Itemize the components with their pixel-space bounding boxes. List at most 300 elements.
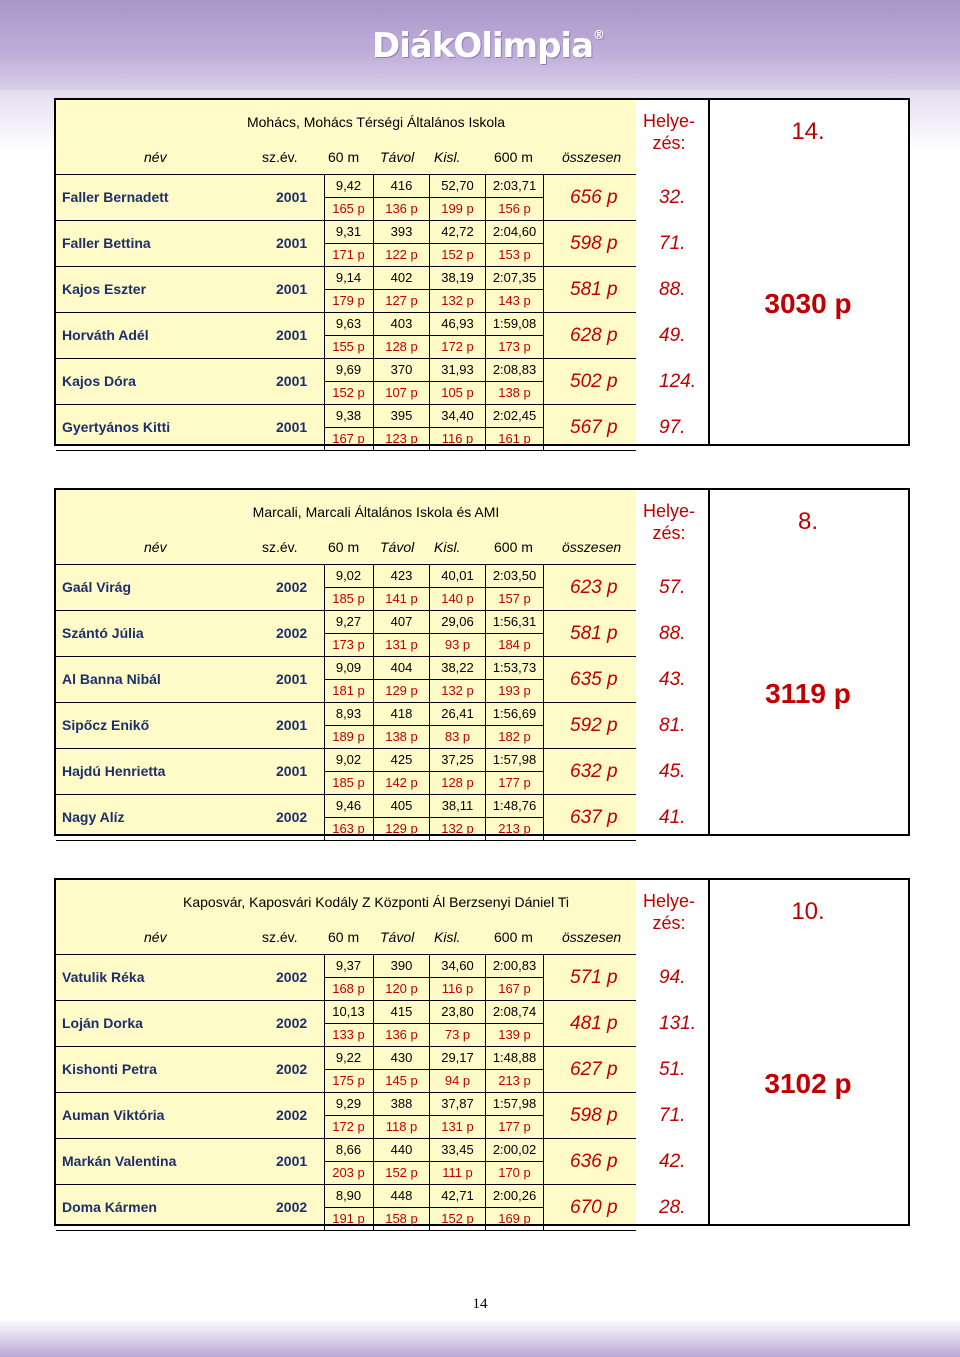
result-value: 23,80	[430, 1001, 486, 1023]
birth-year: 2002	[276, 1199, 308, 1215]
result-points: 131 p	[430, 1116, 486, 1138]
result-value: 393	[374, 221, 430, 243]
athlete-name: Sipőcz Enikő	[62, 717, 150, 733]
result-points: 158 p	[374, 1208, 430, 1230]
grid-divider	[324, 381, 544, 382]
grid-divider	[324, 817, 544, 818]
grid-left-border	[324, 1047, 325, 1093]
grid-left-border	[324, 1185, 325, 1231]
team-total: 3030 p	[764, 288, 852, 319]
grid-left-border	[324, 749, 325, 795]
team-block	[54, 98, 910, 446]
athlete-total: 567 p	[570, 417, 618, 438]
athlete-placement: 124.	[659, 371, 696, 392]
result-value: 9,27	[324, 611, 374, 633]
results-grid	[324, 1139, 544, 1185]
result-value: 52,70	[430, 175, 486, 197]
result-points: 141 p	[374, 588, 430, 610]
athlete-total: 581 p	[570, 623, 618, 644]
result-value: 1:56,31	[486, 611, 544, 633]
result-value: 42,72	[430, 221, 486, 243]
placement-header: Helye-zés:	[642, 111, 695, 153]
result-value: 440	[374, 1139, 430, 1161]
athlete-placement: 71.	[659, 1105, 686, 1126]
results-grid	[324, 955, 544, 1001]
column-header: összesen	[562, 539, 622, 555]
grid-divider	[324, 679, 544, 680]
result-value: 46,93	[430, 313, 486, 335]
athlete-name: Kajos Eszter	[62, 281, 147, 297]
result-value: 26,41	[430, 703, 486, 725]
result-value: 10,13	[324, 1001, 374, 1023]
column-header: név	[144, 149, 167, 165]
result-points: 182 p	[486, 726, 544, 748]
result-points: 139 p	[486, 1024, 544, 1046]
birth-year: 2001	[276, 763, 308, 779]
result-points: 165 p	[324, 198, 374, 220]
athlete-placement: 28.	[659, 1197, 686, 1218]
athlete-name: Kajos Dóra	[62, 373, 136, 389]
result-value: 9,63	[324, 313, 374, 335]
athlete-total: 627 p	[570, 1059, 618, 1080]
result-points: 172 p	[324, 1116, 374, 1138]
result-value: 2:02,45	[486, 405, 544, 427]
athlete-total: 581 p	[570, 279, 618, 300]
logo-text: DiákOlimpia	[372, 26, 594, 66]
result-points: 143 p	[486, 290, 544, 312]
result-points: 107 p	[374, 382, 430, 404]
result-points: 153 p	[486, 244, 544, 266]
athlete-name: Gaál Virág	[62, 579, 132, 595]
grid-divider	[324, 771, 544, 772]
result-points: 177 p	[486, 772, 544, 794]
team-total: 3102 p	[764, 1068, 852, 1099]
athlete-name: Hajdú Henrietta	[62, 763, 166, 779]
result-points: 167 p	[324, 428, 374, 450]
grid-left-border	[324, 795, 325, 841]
team-block	[54, 878, 910, 1226]
school-name: Kaposvár, Kaposvári Kodály Z Központi Ál Berzsenyi Dániel Ti	[183, 894, 569, 910]
result-points: 191 p	[324, 1208, 374, 1230]
grid-left-border	[324, 1093, 325, 1139]
result-value: 9,69	[324, 359, 374, 381]
column-header: név	[144, 929, 167, 945]
results-grid	[324, 221, 544, 267]
athlete-total: 592 p	[570, 715, 618, 736]
athlete-name: Loján Dorka	[62, 1015, 143, 1031]
birth-year: 2001	[276, 1153, 308, 1169]
result-points: 93 p	[430, 634, 486, 656]
column-header: Távol	[380, 149, 415, 165]
result-value: 1:57,98	[486, 749, 544, 771]
birth-year: 2001	[276, 717, 308, 733]
athlete-placement: 71.	[659, 233, 686, 254]
results-grid	[324, 175, 544, 221]
results-grid	[324, 267, 544, 313]
result-value: 40,01	[430, 565, 486, 587]
result-value: 1:57,98	[486, 1093, 544, 1115]
result-value: 9,02	[324, 749, 374, 771]
result-points: 105 p	[430, 382, 486, 404]
result-value: 403	[374, 313, 430, 335]
result-value: 404	[374, 657, 430, 679]
athlete-total: 598 p	[570, 1105, 618, 1126]
result-value: 2:00,83	[486, 955, 544, 977]
column-header: sz.év.	[262, 929, 298, 945]
result-points: 131 p	[374, 634, 430, 656]
grid-left-border	[324, 1001, 325, 1047]
athlete-table	[56, 880, 710, 1224]
birth-year: 2001	[276, 419, 308, 435]
result-points: 138 p	[486, 382, 544, 404]
athlete-total: 635 p	[570, 669, 618, 690]
athlete-placement: 42.	[659, 1151, 686, 1172]
result-points: 142 p	[374, 772, 430, 794]
result-value: 416	[374, 175, 430, 197]
athlete-name: Al Banna Nibál	[62, 671, 161, 687]
grid-divider	[324, 197, 544, 198]
result-value: 2:00,02	[486, 1139, 544, 1161]
athlete-placement: 43.	[659, 669, 686, 690]
grid-left-border	[324, 267, 325, 313]
athlete-total: 632 p	[570, 761, 618, 782]
athlete-total: 670 p	[570, 1197, 618, 1218]
result-value: 430	[374, 1047, 430, 1069]
athlete-placement: 41.	[659, 807, 686, 828]
athlete-name: Doma Kármen	[62, 1199, 157, 1215]
result-points: 152 p	[374, 1162, 430, 1184]
birth-year: 2001	[276, 235, 308, 251]
result-points: 133 p	[324, 1024, 374, 1046]
birth-year: 2002	[276, 809, 308, 825]
column-header: összesen	[562, 929, 622, 945]
grid-divider	[324, 427, 544, 428]
result-points: 94 p	[430, 1070, 486, 1092]
team-placement: 8.	[797, 508, 818, 535]
grid-divider	[324, 1161, 544, 1162]
result-points: 199 p	[430, 198, 486, 220]
result-points: 179 p	[324, 290, 374, 312]
column-header: sz.év.	[262, 149, 298, 165]
athlete-table	[56, 100, 710, 444]
results-grid	[324, 1001, 544, 1047]
result-points: 118 p	[374, 1116, 430, 1138]
athlete-total: 571 p	[570, 967, 618, 988]
result-value: 415	[374, 1001, 430, 1023]
athlete-placement: 49.	[659, 325, 686, 346]
result-points: 213 p	[486, 818, 544, 840]
grid-left-border	[324, 565, 325, 611]
athlete-name: Horváth Adél	[62, 327, 149, 343]
result-value: 2:07,35	[486, 267, 544, 289]
result-points: 177 p	[486, 1116, 544, 1138]
birth-year: 2002	[276, 1107, 308, 1123]
grid-left-border	[324, 611, 325, 657]
row-separator	[56, 1230, 636, 1231]
birth-year: 2001	[276, 281, 308, 297]
result-points: 128 p	[430, 772, 486, 794]
result-points: 184 p	[486, 634, 544, 656]
grid-left-border	[324, 405, 325, 451]
grid-left-border	[324, 1139, 325, 1185]
result-value: 9,09	[324, 657, 374, 679]
athlete-name: Vatulik Réka	[62, 969, 145, 985]
athlete-placement: 57.	[659, 577, 686, 598]
result-value: 423	[374, 565, 430, 587]
athlete-total: 481 p	[570, 1013, 618, 1034]
result-value: 425	[374, 749, 430, 771]
birth-year: 2002	[276, 1061, 308, 1077]
birth-year: 2002	[276, 1015, 308, 1031]
row-separator	[56, 840, 636, 841]
result-value: 370	[374, 359, 430, 381]
result-points: 193 p	[486, 680, 544, 702]
result-points: 122 p	[374, 244, 430, 266]
result-points: 163 p	[324, 818, 374, 840]
result-points: 173 p	[324, 634, 374, 656]
grid-left-border	[324, 221, 325, 267]
result-value: 9,37	[324, 955, 374, 977]
birth-year: 2002	[276, 625, 308, 641]
grid-divider	[324, 633, 544, 634]
result-points: 172 p	[430, 336, 486, 358]
athlete-placement: 81.	[659, 715, 686, 736]
column-header: 600 m	[494, 929, 533, 945]
result-value: 42,71	[430, 1185, 486, 1207]
result-points: 213 p	[486, 1070, 544, 1092]
result-value: 8,90	[324, 1185, 374, 1207]
birth-year: 2001	[276, 189, 308, 205]
result-value: 8,93	[324, 703, 374, 725]
athlete-placement: 88.	[659, 279, 686, 300]
result-points: 128 p	[374, 336, 430, 358]
result-value: 2:08,83	[486, 359, 544, 381]
result-value: 407	[374, 611, 430, 633]
results-grid	[324, 657, 544, 703]
result-value: 1:53,73	[486, 657, 544, 679]
results-grid	[324, 1185, 544, 1231]
athlete-name: Faller Bernadett	[62, 189, 169, 205]
result-points: 181 p	[324, 680, 374, 702]
result-points: 132 p	[430, 290, 486, 312]
result-points: 145 p	[374, 1070, 430, 1092]
result-points: 167 p	[486, 978, 544, 1000]
column-header: 60 m	[328, 929, 360, 945]
result-value: 9,38	[324, 405, 374, 427]
results-grid	[324, 565, 544, 611]
column-header: Kisl.	[434, 539, 461, 555]
result-points: 132 p	[430, 818, 486, 840]
result-value: 29,06	[430, 611, 486, 633]
grid-left-border	[324, 175, 325, 221]
school-name: Mohács, Mohács Térségi Általános Iskola	[246, 114, 506, 130]
column-header: Kisl.	[434, 929, 461, 945]
result-value: 31,93	[430, 359, 486, 381]
column-header: 600 m	[494, 539, 533, 555]
grid-divider	[324, 1023, 544, 1024]
result-points: 175 p	[324, 1070, 374, 1092]
result-value: 37,87	[430, 1093, 486, 1115]
row-separator	[56, 450, 636, 451]
team-total: 3119 p	[765, 678, 851, 709]
result-points: 152 p	[430, 244, 486, 266]
birth-year: 2002	[276, 969, 308, 985]
birth-year: 2002	[276, 579, 308, 595]
page-number: 14	[472, 1296, 488, 1312]
athlete-placement: 131.	[659, 1013, 696, 1034]
result-value: 1:48,88	[486, 1047, 544, 1069]
result-value: 2:00,26	[486, 1185, 544, 1207]
result-value: 2:04,60	[486, 221, 544, 243]
result-value: 1:59,08	[486, 313, 544, 335]
result-points: 203 p	[324, 1162, 374, 1184]
athlete-placement: 32.	[659, 187, 686, 208]
result-points: 168 p	[324, 978, 374, 1000]
result-points: 169 p	[486, 1208, 544, 1230]
footer-band	[0, 1318, 960, 1357]
result-value: 38,22	[430, 657, 486, 679]
result-value: 9,14	[324, 267, 374, 289]
result-value: 2:08,74	[486, 1001, 544, 1023]
result-points: 136 p	[374, 198, 430, 220]
result-value: 38,19	[430, 267, 486, 289]
team-placement: 10.	[791, 898, 825, 925]
athlete-total: 637 p	[570, 807, 618, 828]
grid-divider	[324, 289, 544, 290]
athlete-placement: 97.	[659, 417, 686, 438]
column-header: sz.év.	[262, 539, 298, 555]
result-value: 402	[374, 267, 430, 289]
result-points: 157 p	[486, 588, 544, 610]
athlete-placement: 51.	[659, 1059, 686, 1080]
results-grid	[324, 703, 544, 749]
result-points: 152 p	[324, 382, 374, 404]
result-value: 9,31	[324, 221, 374, 243]
athlete-name: Auman Viktória	[62, 1107, 165, 1123]
athlete-name: Kishonti Petra	[62, 1061, 157, 1077]
results-grid	[324, 795, 544, 841]
grid-divider	[324, 243, 544, 244]
grid-divider	[324, 725, 544, 726]
result-points: 156 p	[486, 198, 544, 220]
results-grid	[324, 359, 544, 405]
grid-left-border	[324, 313, 325, 359]
result-points: 152 p	[430, 1208, 486, 1230]
result-points: 129 p	[374, 818, 430, 840]
result-value: 448	[374, 1185, 430, 1207]
result-value: 9,22	[324, 1047, 374, 1069]
result-points: 73 p	[430, 1024, 486, 1046]
result-value: 9,46	[324, 795, 374, 817]
result-value: 1:48,76	[486, 795, 544, 817]
result-value: 8,66	[324, 1139, 374, 1161]
athlete-total: 623 p	[570, 577, 618, 598]
column-header: Kisl.	[434, 149, 461, 165]
result-value: 2:03,50	[486, 565, 544, 587]
result-value: 395	[374, 405, 430, 427]
placement-header: Helye-zés:	[642, 891, 695, 933]
result-value: 9,42	[324, 175, 374, 197]
result-points: 161 p	[486, 428, 544, 450]
results-grid	[324, 313, 544, 359]
birth-year: 2001	[276, 373, 308, 389]
athlete-total: 598 p	[570, 233, 618, 254]
athlete-name: Gyertyános Kitti	[62, 419, 171, 435]
column-header: Távol	[380, 539, 415, 555]
result-points: 132 p	[430, 680, 486, 702]
team-block	[54, 488, 910, 836]
birth-year: 2001	[276, 327, 308, 343]
athlete-name: Markán Valentina	[62, 1153, 177, 1169]
athlete-name: Nagy Alíz	[62, 809, 125, 825]
grid-divider	[324, 1069, 544, 1070]
result-value: 9,02	[324, 565, 374, 587]
athlete-name: Szántó Júlia	[62, 625, 144, 641]
grid-divider	[324, 1115, 544, 1116]
result-value: 33,45	[430, 1139, 486, 1161]
grid-divider	[324, 977, 544, 978]
column-header: 600 m	[494, 149, 533, 165]
registered-mark: ®	[593, 28, 605, 42]
result-points: 171 p	[324, 244, 374, 266]
grid-left-border	[324, 359, 325, 405]
result-value: 1:56,69	[486, 703, 544, 725]
result-points: 120 p	[374, 978, 430, 1000]
results-grid	[324, 1047, 544, 1093]
athlete-placement: 88.	[659, 623, 686, 644]
athlete-name: Faller Bettina	[62, 235, 151, 251]
athlete-placement: 45.	[659, 761, 686, 782]
column-header: összesen	[562, 149, 622, 165]
athlete-total: 656 p	[570, 187, 618, 208]
result-points: 173 p	[486, 336, 544, 358]
grid-divider	[324, 335, 544, 336]
result-points: 83 p	[430, 726, 486, 748]
result-value: 390	[374, 955, 430, 977]
column-header: 60 m	[328, 149, 360, 165]
result-value: 405	[374, 795, 430, 817]
result-points: 155 p	[324, 336, 374, 358]
grid-left-border	[324, 657, 325, 703]
athlete-table	[56, 490, 710, 834]
athlete-placement: 94.	[659, 967, 686, 988]
result-value: 2:03,71	[486, 175, 544, 197]
result-points: 140 p	[430, 588, 486, 610]
grid-left-border	[324, 703, 325, 749]
result-points: 185 p	[324, 588, 374, 610]
placement-header: Helye-zés:	[642, 501, 695, 543]
result-points: 111 p	[430, 1162, 486, 1184]
result-points: 189 p	[324, 726, 374, 748]
result-points: 127 p	[374, 290, 430, 312]
school-name: Marcali, Marcali Általános Iskola és AMI	[252, 504, 500, 520]
result-points: 185 p	[324, 772, 374, 794]
result-points: 170 p	[486, 1162, 544, 1184]
results-grid	[324, 611, 544, 657]
result-points: 138 p	[374, 726, 430, 748]
result-points: 116 p	[430, 978, 486, 1000]
athlete-total: 628 p	[570, 325, 618, 346]
result-points: 129 p	[374, 680, 430, 702]
result-value: 34,60	[430, 955, 486, 977]
results-grid	[324, 749, 544, 795]
results-grid	[324, 1093, 544, 1139]
result-value: 38,11	[430, 795, 486, 817]
result-value: 29,17	[430, 1047, 486, 1069]
result-value: 34,40	[430, 405, 486, 427]
result-value: 418	[374, 703, 430, 725]
team-placement: 14.	[791, 118, 825, 145]
